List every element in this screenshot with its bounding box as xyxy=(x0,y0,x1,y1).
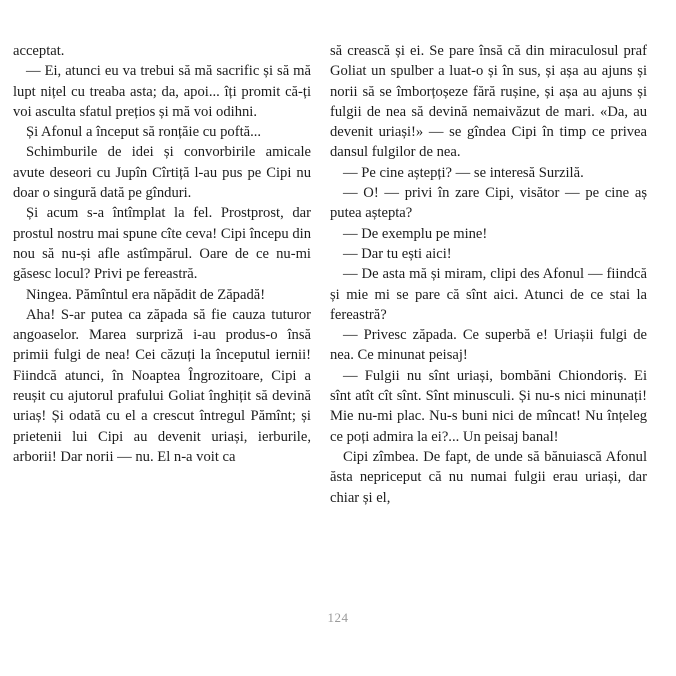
paragraph: — Ei, atunci eu va trebui să mă sacrific și să mă lupt nițel cu treaba asta; da, apoi... îți promit că-ți voi asculta sfatul prețios și mă voi odihni. xyxy=(13,63,311,120)
paragraph: Și acum s-a întîmplat la fel. Prostprost, dar prostul nostru mai spune cîte ceva! Cipi începu din nou să nu-și afle astîmpărul. Oare de ce nu-mi găsesc locul? Privi pe fereastră. xyxy=(13,205,311,283)
paragraph: — O! — privi în zare Cipi, visător — pe cine aș putea aștepta? xyxy=(330,185,647,222)
paragraph: Aha! S-ar putea ca zăpada să fie cauza tuturor angoaselor. Marea surpriză i-au produs-o însă primii fulgi de nea! Cei căzuți la începutul iernii! Fiindcă atunci, în Noaptea Îngrozitoare, Cipi a reușit cu ajutorul prafului Goliat înghițit să devină uriaș! Și odată cu el a crescut întregul Pămînt; și prietenii lui Cipi au devenit uriași, ierburile, arborii! Dar norii — nu. El n-a voit ca xyxy=(13,306,311,465)
paragraph: Cipi zîmbea. De fapt, de unde să bănuiască Afonul ăsta nepriceput că nu numai fulgii erau uriași, dar chiar și el, xyxy=(330,448,647,506)
paragraph: acceptat. xyxy=(13,43,65,59)
paragraph: să crească și ei. Se pare însă că din miraculosul praf Goliat un spulber a luat-o și în sus, și așa au ajuns și norii să se îmborțoșeze fără rușine, și așa au ajuns și fulgii de nea să devină nemaivăzut de mari. «Da, au devenit uriași!» — se gîndea Cipi în timp ce privea dansul fulgilor de nea. xyxy=(330,43,647,161)
paragraph: — Fulgii nu sînt uriași, bombăni Chiondoriș. Ei sînt atît cît sînt. Sînt minusculi. Și nu-s nici minunați! Mie nu-mi plac. Nu-s buni nici de mîncat! Nu înțeleg ce poți admira la ei?... Un peisaj banal! xyxy=(330,367,647,445)
paragraph: — Dar tu ești aici! xyxy=(343,245,452,262)
left-column xyxy=(13,41,311,467)
paragraph: Schimburile de idei și convorbirile amicale avute deseori cu Jupîn Cîrtiță l-au pus pe Cipi nu doar o singură dată pe gînduri. xyxy=(13,144,311,202)
paragraph: Și Afonul a început să ronțăie cu poftă... xyxy=(26,124,262,141)
paragraph: — De exemplu pe mine! xyxy=(343,225,488,242)
paragraph: — De asta mă și miram, clipi des Afonul — fiindcă și mie mi se pare că sînt aici. Atunci de ce stai la fereastră? xyxy=(330,266,647,323)
paragraph: Ningea. Pămîntul era năpădit de Zăpadă! xyxy=(26,286,266,303)
right-column xyxy=(330,41,647,508)
page-number: 124 xyxy=(327,610,349,625)
paragraph: — Pe cine aștepți? — se interesă Surzilă. xyxy=(343,164,584,181)
paragraph: — Privesc zăpada. Ce superbă e! Uriașii fulgi de nea. Ce minunat peisaj! xyxy=(330,327,647,364)
